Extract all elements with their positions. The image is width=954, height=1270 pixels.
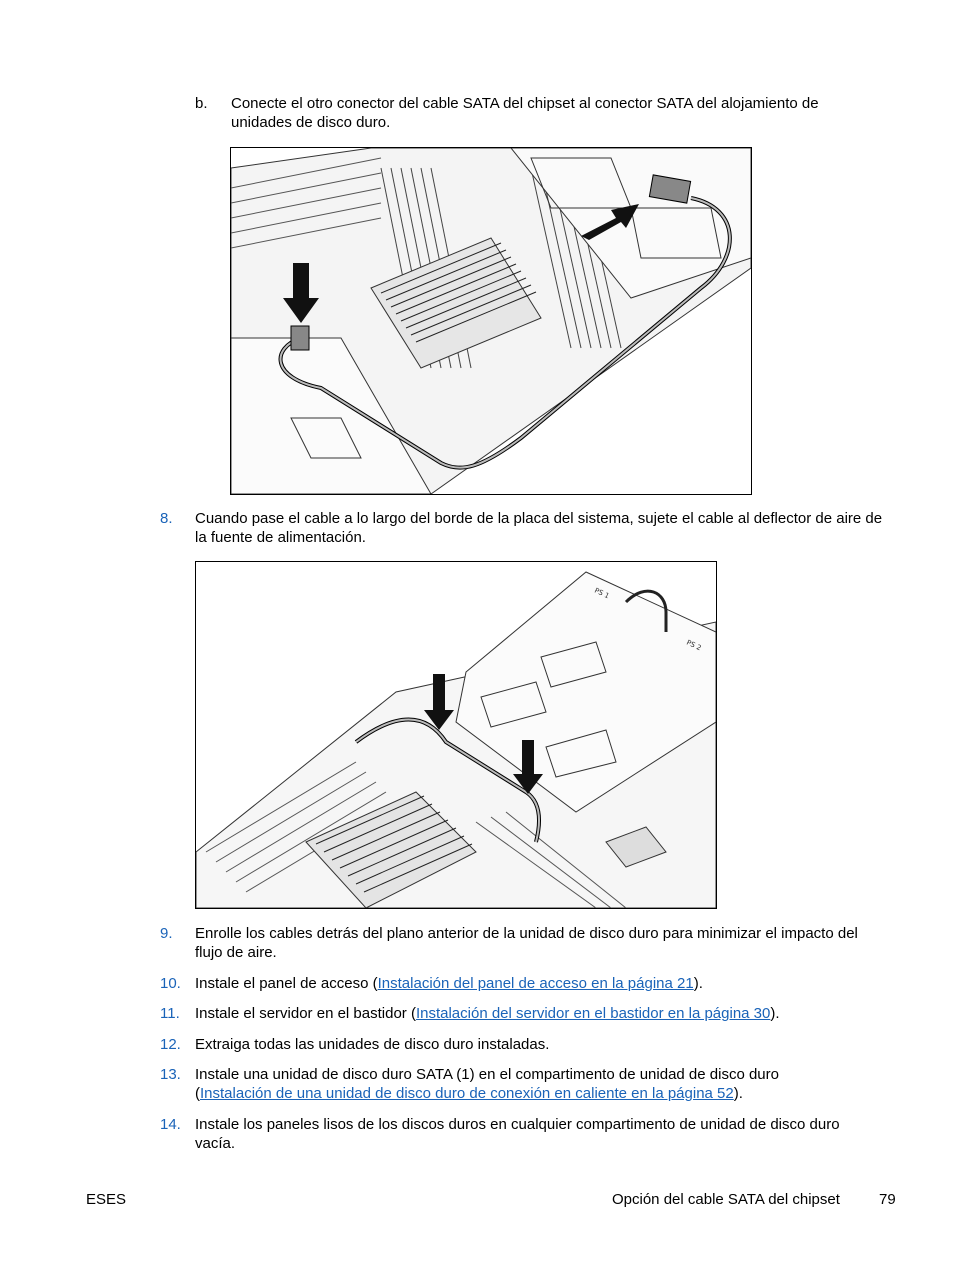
step-13-line1: Instale una unidad de disco duro SATA (1) en el compartimento de unidad de disco duro [195,1066,779,1083]
step-14-text: Instale los paneles lisos de los discos duros en cualquier compartimento de unidad de disco duro vacía. [195,1116,840,1152]
step-11-text [195,1004,780,1023]
link-unidad-disco-caliente[interactable]: Instalación de una unidad de disco duro de conexión en caliente en la página 52 [200,1085,734,1102]
figure-air-baffle-cable [195,561,717,909]
link-servidor-bastidor[interactable]: Instalación del servidor en el bastidor en la página 30 [415,1005,771,1022]
step-13-open: ( [195,1085,200,1102]
footer-page-number: 79 [879,1191,896,1208]
step-10-suffix: ). [693,975,703,992]
step-12-number: 12. [160,1036,181,1053]
step-13-number: 13. [160,1066,181,1083]
link-panel-acceso[interactable]: Instalación del panel de acceso en la página 21 [377,975,694,992]
step-13-line2 [195,1084,743,1103]
system-board-sata-cable-drive-cage-illustration [231,148,751,494]
ps2-label: PS 2 [685,638,703,653]
step-11-suffix: ). [770,1005,780,1022]
ps1-label: PS 1 [593,586,611,601]
step-9-text: Enrolle los cables detrás del plano anterior de la unidad de disco duro para minimizar el impacto del flujo de aire. [195,925,858,961]
footer-title: Opción del cable SATA del chipset [612,1191,840,1208]
step-14-number: 14. [160,1116,181,1133]
step-10-text [195,974,703,993]
step-11-prefix: Instale el servidor en el bastidor ( [195,1005,416,1022]
step-8-number: 8. [160,510,173,527]
step-13-suffix: ). [733,1085,743,1102]
step-b-text: Conecte el otro conector del cable SATA del chipset al conector SATA del alojamiento de unidades de disco duro. [231,95,819,131]
step-12-text: Extraiga todas las unidades de disco duro instaladas. [195,1036,550,1053]
footer-left: ESES [86,1191,127,1208]
step-8-text: Cuando pase el cable a lo largo del borde de la placa del sistema, sujete el cable al deflector de aire de la fuente de alimentación. [195,510,883,546]
power-supply-air-baffle-cable-illustration [196,562,716,908]
figure-sata-cable-routing [230,147,752,495]
step-10-number: 10. [160,975,181,992]
step-11-number: 11. [160,1005,180,1022]
step-b-label: b. [195,95,208,112]
step-10-prefix: Instale el panel de acceso ( [195,975,378,992]
step-9-number: 9. [160,925,173,942]
